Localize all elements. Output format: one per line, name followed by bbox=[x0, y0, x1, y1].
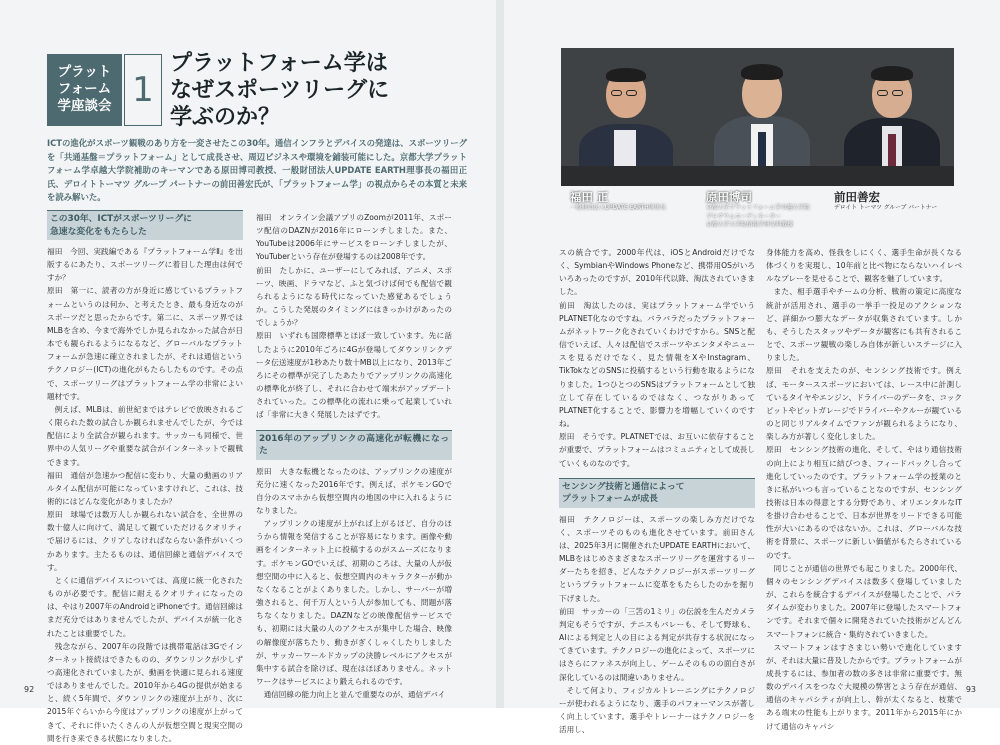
person-name: 前田善宏 bbox=[834, 190, 880, 204]
right-column-1 bbox=[559, 246, 755, 736]
section-heading-line: センシング技術と通信によって bbox=[562, 481, 685, 492]
person-role: 京都大学大学院情報学研究科教授 bbox=[706, 222, 793, 228]
page-number: 92 bbox=[24, 685, 35, 694]
caption-fukuda bbox=[570, 190, 666, 213]
body-paragraph: 前田 サッカーの「三笘の1ミリ」の伝説を生んだカメラ判定もそうですが、テニスもバレーも、そして野球も、AIによる判定と人の目による判定が共存する状況になってきています。テクノロジーの進化によって、スポーツにはさらにファネスが向上し、ゲームそのものの面白さが深化しているのは間違いありません。 bbox=[559, 606, 755, 682]
article-title bbox=[170, 50, 490, 131]
roundtable-photo bbox=[561, 48, 954, 186]
left-column-1 bbox=[47, 208, 243, 745]
body-paragraph: 通信回線の能力向上と並んで重要なのが、通信デバイ bbox=[263, 690, 446, 700]
body-paragraph: とくに通信デバイスについては、高度に統一化されたものが必要です。配信に耐えるクオリティになったのは、やはり2007年のAndroidとiPhoneです。通信回線はまだ充分ではありませんでしたが、デバイスが統一化されたことは重要でした。 bbox=[47, 575, 243, 638]
body-paragraph: 前田 たしかに、ユーザーにしてみれば、アニメ、スポーツ、映画、ドラマなど、ふと気づけば何でも配信で観られるようになる時代になっていた感覚あるでしょうか。こうした発展のタイミングにはきっかけがあったのでしょうか？ bbox=[256, 265, 452, 328]
article-title-line: 学ぶのか？ bbox=[170, 105, 281, 130]
body-paragraph: 原田 そうです。PLATNETでは、お互いに依存することが重要で、プラットフォームはコミュニティとして成長していくものなのです。 bbox=[559, 432, 755, 468]
section-heading bbox=[559, 478, 755, 508]
series-label-line: フォーム bbox=[57, 81, 112, 97]
lead-paragraph: ICTの進化がスポーツ観戦のあり方を一変させたこの30年。通信インフラとデバイスの発達は、スポーツリーグを「共通基盤＝プラットフォーム」として成長させ、周辺ビジネスや環境を鋪装可能にした。京都大学プラットフォーム学卓越大学院補助のキーマンである原田博司教授、一般財団法人UPDATE EARTH理事長の福田正氏、デロイトトーマツ グループ パートナーの前田善宏氏が、「プラットフォーム学」の視点からその本質と未来を読み解いた。 bbox=[47, 138, 467, 203]
body-paragraph: 原田 センシング技術の進化、そして、やはり通信技術の向上により相互に結びつき、フィードバックし合って進化していったのです。プラットフォーム学の授業のときに私がいつも言っていることなのですが、センシング技術は日本の得意とする分野であり、オリエンタルなITを掛け合わせることで、日本が世界をリードできる可能性が大いにあるのではないか。これは、グローバルな技術を背景に、スポーツに新しい価値がもたらされているのです。 bbox=[766, 445, 962, 560]
body-paragraph: 同じことが通信の世界でも起こりました。2000年代、個々のセンシングデバイスは数多く登場していましたが、これらを統合するデバイスが登場したことで、パラダイムが変わりました。2007年に登場したスマートフォンです。それまで個々に開発されていた技術がどんどんスマートフォンに統合・集約されていきました。 bbox=[766, 563, 962, 639]
person-role: 一般財団法人UPDATE EARTH理事長 bbox=[570, 205, 666, 211]
body-paragraph: 原田 第一に、読者の方が身近に感じているプラットフォームというのは何か、と考えたとき、最も身近なのがスポーツだと思ったからです。第二に、スポーツ界ではMLBを含め、今まで海外でしか見られなかった試合が日本でも観られるようになるなど、グローバルなプラットフォームが急速に確立されましたが、それは通信というテクノロジー(ICT)の進化がもたらしたものです。その点で、スポーツリーグはプラットフォーム学の非常によい題材です。 bbox=[47, 286, 243, 401]
section-heading-line: プラットフォームが成長 bbox=[562, 494, 658, 505]
page-number: 93 bbox=[965, 685, 976, 694]
table-surface bbox=[561, 166, 954, 186]
body-paragraph: 福田 テクノロジーは、スポーツの楽しみ方だけでなく、スポーツそのものも進化させています。前田さんは、2025年3月に開催されたUPDATE EARTHにおいて、MLBをはじめさまざまなスポーツリーグを運営するリーダーたちを招き、どんなテクノロジーがスポーツリーグというプラットフォームに変革をもたらしたのかを掘り下げました。 bbox=[559, 514, 755, 603]
series-label-line: 学座談会 bbox=[57, 98, 112, 114]
body-paragraph: 福田 オンライン会議アプリのZoomが2011年、スポーツ配信のDAZNが2016年にローンチしました。また、YouTubeは2006年にサービスをローンチしましたが、YouTuberという存在が登場するのは2008年です。 bbox=[256, 213, 452, 262]
body-paragraph: また、相手選手やチームの分析、戦術の策定に高度な統計が活用され、選手の一挙手一投足のアクションなど、詳細かつ膨大なデータが収集されています。しかも、そうしたスタッツやデータが観客にも共有されることで、スポーツ観戦の楽しみ自体が新しいステージに入りました。 bbox=[766, 287, 962, 363]
caption-harada bbox=[706, 190, 810, 230]
series-label-box bbox=[47, 54, 122, 126]
person-role: デロイト トーマツ グループ パートナー bbox=[834, 205, 938, 211]
body-paragraph: スの統合です。2000年代は、iOSとAndroidだけでなく、SymbianやWindows Phoneなど、携帯用OSがいろいろあったのですが、2010年代以降、淘汰されていきました。 bbox=[559, 248, 755, 297]
section-heading-line: 急速な変化をもたらした bbox=[50, 226, 147, 237]
body-paragraph: 前田 淘汰したのは、実はプラットフォーム学でいうPLATNET化なのですね。バラバラだったプラットフォームがネットワーク化されていくわけですから。SNSと配信でいえば、人々は配信でスポーツやエンタメやニュースを見るだけでなく、見た情報をXやInstagram、TikTokなどのSNSに投稿するという行動を取るようになりました。1つひとつのSNSはプラットフォームとして独立して存在しているのではなく、つながりあってPLATNET化することで、影響力を増幅していくのですね。 bbox=[559, 300, 755, 429]
body-paragraph: 福田 今回、実践編である『プラットフォーム学Ⅱ』を出版するにあたり、スポーツリーグに着目した理由は何ですか？ bbox=[47, 247, 243, 283]
article-title-line: プラットフォーム学は bbox=[170, 51, 388, 76]
body-paragraph: 福田 通信が急速かつ配信に変わり、大量の動画のリアルタイム配信が可能になっていますけれど、これは、技術的にはどんな変化がありましたか？ bbox=[47, 470, 243, 506]
body-paragraph: そして何より、フィジカルトレーニングにテクノロジーが使われるようになり、選手のパフォーマンスが著しく向上しています。選手やトレーナーはテクノロジーを活用し、 bbox=[559, 685, 755, 735]
person-role: 京都大学プラットフォーム学卓越大学院 bbox=[706, 205, 810, 211]
body-paragraph: 原田 いずれも国際標準とほぼ一致しています。先に話したように2010年ごろに4Gが登場してダウンリンクデータ伝送速度が1秒あたり数十MB以上になり、2013年ごろにその標準が完了したあたりでアップリンクの高速化の標準化が終了し、それに合わせて端末がアップデートされていった。この標準化の流れに乗って起業していれば「非常に大きく発展したはずです。 bbox=[256, 331, 452, 420]
section-heading bbox=[47, 210, 243, 240]
left-column-2 bbox=[256, 211, 452, 701]
body-paragraph: 原田 大きな転機となったのは、アップリンクの速度が充分に速くなった2016年です。例えば、ポケモンGOで自分のスマホから仮想空間内の地図の中に入れるようになりました。 bbox=[256, 466, 452, 515]
page-gutter bbox=[496, 0, 504, 708]
body-paragraph: 原田 球場では数万人しか観られない試合を、全世界の数十億人に向けて、満足して観ていただけるクオリティで届けるには、クリアしなければならない条件がいくつかあります。主たるものは、通信回線と通信デバイスです。 bbox=[47, 510, 243, 572]
body-paragraph: 身体能力を高め、怪我をしにくく、選手生命が長くなる体づくりを実現し、10年前と比べ物にならないハイレベルなプレーを見せることで、観客を魅了しています。 bbox=[766, 248, 962, 284]
person-name: 福田 正 bbox=[570, 190, 609, 204]
caption-maeda bbox=[834, 190, 937, 213]
body-paragraph: 残念ながら、2007年の段階では携帯電話は3Gでインターネット接続はできたものの、ダウンリンクが少しずつ高速化されていましたが、動画を快適に見られる速度ではありませんでした。2010年から4Gの提供が始まると、続く5年間で、ダウンリンクの速度が上がり、次に2015年ぐらいから今度はアップリンクの速度が上がってきて、それに伴いたくさんの人が仮想空間と現実空間の間を行き来できる状態になりました。 bbox=[47, 641, 243, 743]
right-column-2 bbox=[766, 246, 962, 733]
body-paragraph: スマートフォンはすさまじい勢いで進化していますが、それは大量に普及したからです。プラットフォームが成長するには、参加者の数の多さは非常に重要です。無数のデバイスをつなぐ大規模の弊害とよう存在が通信、通信のキャパシティが向上し、幹が太くなると、枝葉である端末の性能も上がります。2011年から2015年にかけて通信のキャパシ bbox=[766, 642, 962, 731]
series-label-line: プラット bbox=[57, 64, 112, 80]
body-paragraph: アップリンクの速度が上がれば上がるほど、自分のほうから情報を発信することが容易になります。画像や動画をインターネット上に投稿するのがスムーズになります。ポケモンGOでいえば、初期のころは、大量の人が仮想空間の中に入ると、仮想空間内のキャラクターが動かなくなることがよくありました。しかし、サーバーが増強されると、何千万人という人が参加しても、問題が落ちなくなりました。DAZNなどの映像配信サービスでも、初期には大量の人のアクセスが集中した場合、映像の解像度が落ちたり、動きがぎくしゃくしたりしましたが、サッカーワールドカップの決勝レベルにアクセスが集中する試合を除けば、現在はほぼありません。ネットワークはサービスにより鍛えられるのです。 bbox=[256, 519, 452, 686]
article-number: 1 bbox=[124, 54, 162, 126]
person-role: プログラムコーディネーター bbox=[706, 213, 781, 220]
left-page bbox=[0, 0, 496, 743]
person-name: 原田博司 bbox=[706, 190, 752, 204]
body-paragraph: 原田 それを支えたのが、センシング技術です。例えば、モーターススポーツにおいては、レース中に計測しているタイヤやエンジン、ドライバーのデータを、コックピットやピットガレージでドライバーやクルーが観ているのと同じリアルタイムでファンが観られるようになり、楽しみ方が著しく変化しました。 bbox=[766, 366, 962, 442]
body-paragraph: 例えば、MLBは、前世紀まではテレビで放映されるごく限られた数の試合しか観られませんでしたが、今では配信により全試合が観られます。サッカーも同様で、世界中の人気リーグや重要な試合がインターネットで観戦できます。 bbox=[47, 404, 243, 467]
right-page bbox=[504, 0, 1000, 735]
article-title-line: なぜスポーツリーグに bbox=[170, 78, 390, 103]
section-heading-line: この30年、ICTがスポーツリーグに bbox=[50, 214, 192, 224]
section-heading: 2016年のアップリンクの高速化が転機になった bbox=[256, 430, 452, 460]
